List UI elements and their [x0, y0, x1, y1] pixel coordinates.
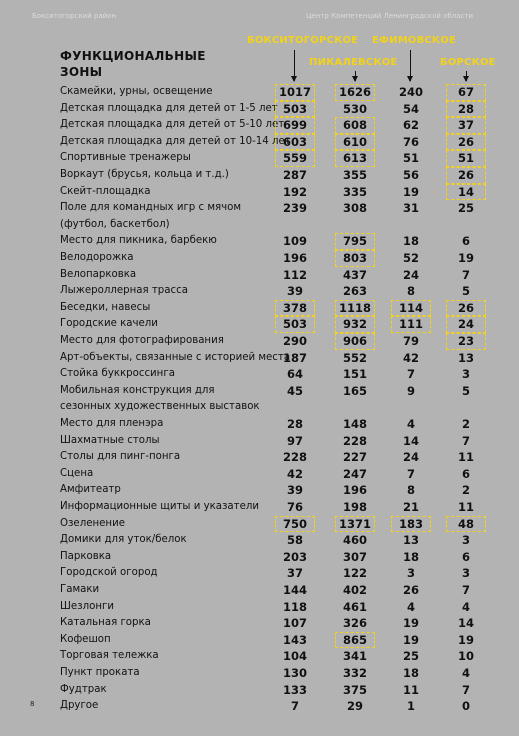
table-row	[60, 350, 500, 367]
value-cell: 203	[282, 549, 307, 564]
table-row	[60, 648, 500, 665]
value-cell: 11	[402, 682, 419, 697]
value-cell: 54	[402, 101, 419, 116]
value-cell: 332	[342, 666, 367, 680]
value-cell: 932	[335, 316, 375, 333]
value-cell: 355	[342, 168, 367, 182]
table-row	[60, 250, 500, 267]
title-line-1: ФУНКЦИОНАЛЬНЫЕ	[60, 49, 206, 63]
zone-label: Кофешоп	[60, 633, 111, 645]
zone-label: Информационные щиты и указатели	[60, 501, 259, 512]
zone-label: Стойка буккроссинга	[60, 368, 175, 380]
value-cell: 375	[342, 682, 367, 697]
arrow-down-icon	[355, 71, 356, 81]
table-row	[60, 200, 500, 217]
value-cell: 19	[402, 184, 419, 199]
table-row	[60, 233, 500, 250]
zone-label: Шахматные столы	[60, 434, 160, 446]
zone-label: Мобильная конструкция для	[60, 384, 215, 396]
value-cell: 5	[461, 284, 470, 299]
value-cell: 503	[275, 101, 315, 118]
value-cell: 6	[461, 549, 470, 564]
zone-label: Велопарковка	[60, 268, 137, 280]
value-cell: 51	[446, 150, 486, 167]
value-cell: 3	[406, 566, 415, 581]
value-cell: 228	[342, 433, 367, 448]
table-row	[60, 366, 500, 383]
value-cell: 26	[402, 583, 419, 597]
value-cell: 308	[342, 201, 367, 216]
value-cell: 67	[446, 84, 486, 101]
value-cell: 326	[342, 616, 367, 631]
value-cell: 11	[457, 500, 474, 514]
value-cell: 192	[282, 184, 307, 199]
table-row	[60, 665, 500, 682]
table-row	[60, 217, 500, 234]
value-cell: 28	[286, 417, 303, 431]
value-cell: 24	[446, 316, 486, 333]
value-cell: 198	[342, 500, 367, 514]
table-row	[60, 117, 500, 134]
table-row	[60, 300, 500, 317]
value-cell: 1118	[335, 300, 375, 317]
value-cell: 6	[461, 234, 470, 249]
value-cell: 290	[282, 334, 307, 348]
value-cell: 45	[286, 383, 303, 398]
zone-label: Детская площадка для детей от 10-14 лет	[60, 135, 291, 147]
value-cell: 14	[446, 184, 486, 201]
value-cell: 13	[457, 350, 474, 365]
table-row	[60, 333, 500, 350]
value-cell: 130	[282, 666, 307, 680]
value-cell: 51	[402, 151, 419, 166]
value-cell: 37	[286, 566, 303, 581]
value-cell: 11	[457, 450, 474, 465]
value-cell: 114	[391, 300, 431, 317]
table-row	[60, 101, 500, 118]
value-cell: 5	[461, 383, 470, 398]
page-title	[60, 48, 206, 80]
value-cell: 9	[406, 383, 415, 398]
zone-label: Место для пикника, барбекю	[60, 235, 217, 247]
value-cell: 64	[286, 367, 303, 382]
zone-label: Беседки, навесы	[60, 301, 151, 313]
value-cell: 341	[342, 649, 367, 664]
value-cell: 402	[342, 583, 367, 597]
value-cell: 196	[282, 251, 307, 265]
value-cell: 13	[402, 533, 419, 548]
value-cell: 559	[275, 150, 315, 167]
zone-label: сезонных художественных выставок	[60, 401, 260, 413]
value-cell: 7	[461, 433, 470, 448]
value-cell: 104	[282, 649, 307, 664]
value-cell: 48	[446, 516, 486, 533]
zone-label: Спортивные тренажеры	[60, 152, 191, 164]
value-cell: 460	[342, 533, 367, 548]
value-cell: 196	[342, 483, 367, 498]
value-cell: 29	[346, 699, 363, 714]
value-cell: 803	[335, 250, 375, 267]
value-cell: 530	[342, 101, 367, 116]
value-cell: 7	[406, 466, 415, 481]
table-row	[60, 698, 500, 715]
value-cell: 287	[282, 168, 307, 182]
table-row	[60, 549, 500, 566]
value-cell: 307	[342, 549, 367, 564]
table-row	[60, 582, 500, 599]
value-cell: 97	[286, 433, 303, 448]
value-cell: 1371	[335, 516, 375, 533]
table-row	[60, 283, 500, 300]
value-cell: 10	[457, 649, 474, 664]
zone-label: Столы для пинг-понга	[60, 451, 181, 463]
zone-label: Место для пленэра	[60, 418, 164, 429]
value-cell: 183	[391, 516, 431, 533]
value-cell: 14	[402, 433, 419, 448]
value-cell: 18	[402, 549, 419, 564]
zone-label: Арт-объекты, связанные с историей места	[60, 351, 291, 363]
value-cell: 14	[457, 616, 474, 631]
value-cell: 263	[342, 284, 367, 299]
zone-label: Детская площадка для детей от 5-10 лет	[60, 119, 285, 131]
value-cell: 1	[406, 699, 415, 714]
value-cell: 7	[290, 699, 299, 714]
table-row	[60, 416, 500, 433]
column-header-boksitogorskoe: БОКСИТОГОРСКОЕ	[247, 35, 359, 46]
header-right: Центр Компетенций Ленинградской области	[306, 12, 474, 20]
zone-label: Катальная горка	[60, 617, 151, 629]
value-cell: 906	[335, 333, 375, 350]
value-cell: 19	[402, 632, 419, 647]
value-cell: 613	[335, 150, 375, 167]
value-cell: 39	[286, 284, 303, 299]
value-cell: 865	[335, 632, 375, 649]
table-row	[60, 632, 500, 649]
page-number: 8	[30, 700, 35, 708]
column-header-pikalevskoe: ПИКАЛЕВСКОЕ	[309, 57, 398, 68]
value-cell: 239	[282, 201, 307, 216]
value-cell: 335	[342, 184, 367, 199]
zone-label: Озеленение	[60, 517, 125, 529]
table-row	[60, 84, 500, 101]
header-left: Бокситогорский район	[32, 12, 117, 20]
zone-label: Поле для командных игр с мячом	[60, 202, 242, 214]
value-cell: 56	[402, 168, 419, 182]
zone-label: Детская площадка для детей от 1-5 лет	[60, 102, 278, 114]
value-cell: 4	[406, 599, 415, 614]
value-cell: 42	[286, 466, 303, 481]
table-row	[60, 466, 500, 483]
value-cell: 3	[461, 566, 470, 581]
value-cell: 26	[446, 167, 486, 184]
zone-label: Пункт проката	[60, 667, 140, 678]
value-cell: 26	[446, 300, 486, 317]
value-cell: 7	[461, 267, 470, 282]
value-cell: 603	[275, 134, 315, 151]
zone-label: Амфитеатр	[60, 484, 121, 496]
value-cell: 111	[391, 316, 431, 333]
value-cell: 112	[282, 267, 307, 282]
table-row	[60, 482, 500, 499]
zone-label: Скамейки, урны, освещение	[60, 86, 213, 97]
value-cell: 26	[446, 134, 486, 151]
table-row	[60, 316, 500, 333]
zone-label: Домики для уток/белок	[60, 534, 187, 546]
table-row	[60, 499, 500, 516]
value-cell: 1017	[275, 84, 315, 101]
zone-label: Место для фотографирования	[60, 335, 224, 346]
value-cell: 109	[282, 234, 307, 249]
value-cell: 4	[406, 417, 415, 431]
value-cell: 25	[457, 201, 474, 216]
table-row	[60, 532, 500, 549]
value-cell: 19	[457, 251, 474, 265]
value-cell: 461	[342, 599, 367, 614]
zone-label: (футбол, баскетбол)	[60, 218, 170, 230]
value-cell: 118	[282, 599, 307, 614]
value-cell: 18	[402, 234, 419, 249]
value-cell: 19	[457, 632, 474, 647]
value-cell: 503	[275, 316, 315, 333]
table-row	[60, 433, 500, 450]
zone-label: Торговая тележка	[60, 650, 159, 662]
value-cell: 6	[461, 466, 470, 481]
value-cell: 21	[402, 500, 419, 514]
value-cell: 76	[286, 500, 303, 514]
value-cell: 7	[461, 682, 470, 697]
zone-label: Сцена	[60, 467, 94, 479]
value-cell: 28	[446, 101, 486, 118]
value-cell: 227	[342, 450, 367, 465]
zone-label: Воркаут (брусья, кольца и т.д.)	[60, 169, 229, 180]
value-cell: 24	[402, 450, 419, 465]
arrow-down-icon	[294, 50, 295, 81]
value-cell: 25	[402, 649, 419, 664]
value-cell: 148	[342, 417, 367, 431]
value-cell: 165	[342, 383, 367, 398]
value-cell: 31	[402, 201, 419, 216]
value-cell: 7	[461, 583, 470, 597]
table-row	[60, 267, 500, 284]
title-line-2: ЗОНЫ	[60, 65, 103, 79]
value-cell: 7	[406, 367, 415, 382]
value-cell: 79	[402, 334, 419, 348]
value-cell: 378	[275, 300, 315, 317]
value-cell: 76	[402, 134, 419, 149]
table-row	[60, 150, 500, 167]
value-cell: 228	[282, 450, 307, 465]
value-cell: 133	[282, 682, 307, 697]
zone-label: Скейт-площадка	[60, 185, 151, 197]
table-row	[60, 565, 500, 582]
table-row	[60, 516, 500, 533]
value-cell: 0	[461, 699, 470, 714]
value-cell: 608	[335, 117, 375, 134]
zone-label: Городские качели	[60, 318, 158, 330]
value-cell: 2	[461, 483, 470, 498]
zone-label: Другое	[60, 700, 99, 712]
table-row	[60, 599, 500, 616]
value-cell: 240	[398, 85, 423, 99]
value-cell: 62	[402, 118, 419, 133]
value-cell: 39	[286, 483, 303, 498]
value-cell: 23	[446, 333, 486, 350]
value-cell: 8	[406, 483, 415, 498]
zone-label: Фудтрак	[60, 683, 107, 695]
table-row	[60, 399, 500, 416]
value-cell: 122	[342, 566, 367, 581]
value-cell: 247	[342, 466, 367, 481]
value-cell: 552	[342, 350, 367, 365]
value-cell: 24	[402, 267, 419, 282]
value-cell: 610	[335, 134, 375, 151]
zone-label: Парковка	[60, 550, 112, 562]
value-cell: 187	[282, 350, 307, 365]
value-cell: 699	[275, 117, 315, 134]
value-cell: 18	[402, 666, 419, 680]
table-row	[60, 167, 500, 184]
value-cell: 437	[342, 267, 367, 282]
value-cell: 795	[335, 233, 375, 250]
table-row	[60, 383, 500, 400]
zone-label: Лыжероллерная трасса	[60, 285, 188, 297]
value-cell: 2	[461, 417, 470, 431]
table-row	[60, 682, 500, 699]
table-row	[60, 615, 500, 632]
column-header-borskoe: БОРСКОЕ	[440, 57, 496, 68]
table-row	[60, 449, 500, 466]
value-cell: 4	[461, 599, 470, 614]
column-header-efimovskoe: ЕФИМОВСКОЕ	[372, 35, 457, 46]
value-cell: 4	[461, 666, 470, 680]
table-row	[60, 134, 500, 151]
value-cell: 8	[406, 284, 415, 299]
value-cell: 42	[402, 350, 419, 365]
value-cell: 52	[402, 251, 419, 265]
value-cell: 151	[342, 367, 367, 382]
table-row	[60, 184, 500, 201]
value-cell: 1626	[335, 84, 375, 101]
arrow-down-icon	[410, 50, 411, 81]
zone-label: Шезлонги	[60, 600, 114, 612]
value-cell: 3	[461, 533, 470, 548]
value-cell: 143	[282, 632, 307, 647]
value-cell: 58	[286, 533, 303, 548]
value-cell: 750	[275, 516, 315, 533]
zone-label: Велодорожка	[60, 252, 134, 263]
value-cell: 19	[402, 616, 419, 631]
arrow-down-icon	[466, 71, 467, 81]
value-cell: 107	[282, 616, 307, 631]
zone-label: Гамаки	[60, 584, 100, 595]
value-cell: 3	[461, 367, 470, 382]
zone-label: Городской огород	[60, 567, 158, 579]
value-cell: 37	[446, 117, 486, 134]
value-cell: 144	[282, 583, 307, 597]
